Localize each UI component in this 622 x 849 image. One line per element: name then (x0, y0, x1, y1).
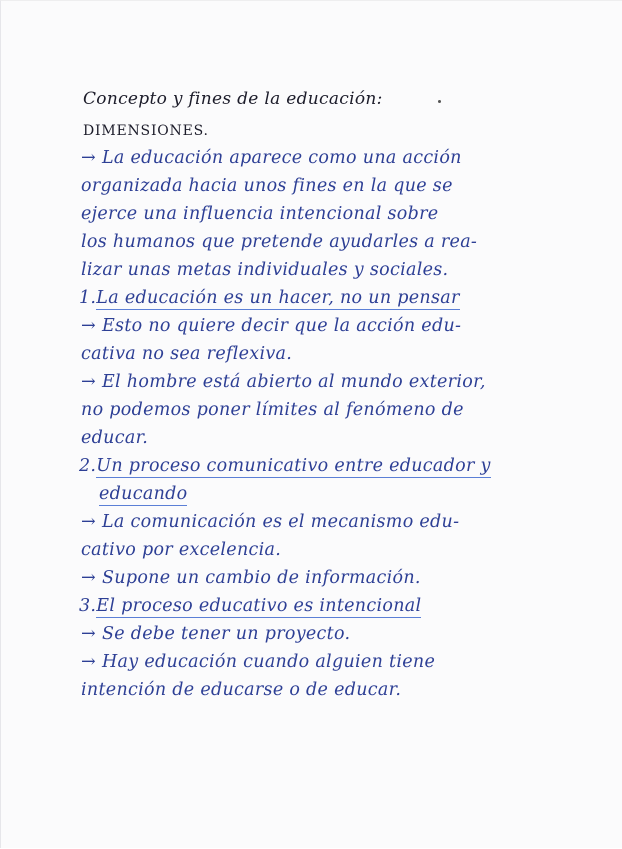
point-line: intención de educarse o de educar. (81, 680, 402, 700)
point-number: 3. (79, 596, 97, 616)
point-number: 1. (79, 288, 97, 308)
section-subtitle: DIMENSIONES. (83, 123, 209, 139)
intro-line: → La educación aparece como una acción (81, 148, 462, 168)
point-heading (79, 454, 491, 478)
point-heading-text: El proceso educativo es intencional (96, 596, 422, 616)
point-heading-continuation: educando (99, 484, 188, 504)
point-line: → El hombre está abierto al mundo exterior, (81, 372, 486, 392)
page-title: Concepto y fines de la educación: (83, 89, 383, 109)
title-dot (438, 100, 441, 103)
point-heading-text: Un proceso comunicativo entre educador y (96, 456, 491, 476)
arrow-icon: → (81, 568, 96, 588)
point-line: educar. (81, 428, 149, 448)
point-heading (79, 594, 421, 618)
arrow-icon: → (81, 372, 96, 392)
point-line: → La comunicación es el mecanismo edu- (81, 512, 460, 532)
intro-line: lizar unas metas individuales y sociales. (81, 260, 449, 280)
point-line: cativa no sea reflexiva. (81, 344, 293, 364)
intro-line: organizada hacia unos fines en la que se (81, 176, 453, 196)
point-line: → Se debe tener un proyecto. (81, 624, 351, 644)
intro-line: los humanos que pretende ayudarles a rea- (81, 232, 478, 252)
point-heading (79, 286, 460, 310)
point-line: → Supone un cambio de información. (81, 568, 421, 588)
arrow-icon: → (81, 624, 96, 644)
intro-line: ejerce una influencia intencional sobre (81, 204, 439, 224)
arrow-icon: → (81, 148, 96, 168)
arrow-icon: → (81, 512, 96, 532)
arrow-icon: → (81, 316, 96, 336)
point-heading-text: La educación es un hacer, no un pensar (96, 288, 460, 308)
point-line: → Hay educación cuando alguien tiene (81, 652, 436, 672)
point-line: → Esto no quiere decir que la acción edu- (81, 316, 462, 336)
point-line: no podemos poner límites al fenómeno de (81, 400, 464, 420)
arrow-icon: → (81, 652, 96, 672)
point-line: cativo por excelencia. (81, 540, 282, 560)
point-number: 2. (79, 456, 97, 476)
